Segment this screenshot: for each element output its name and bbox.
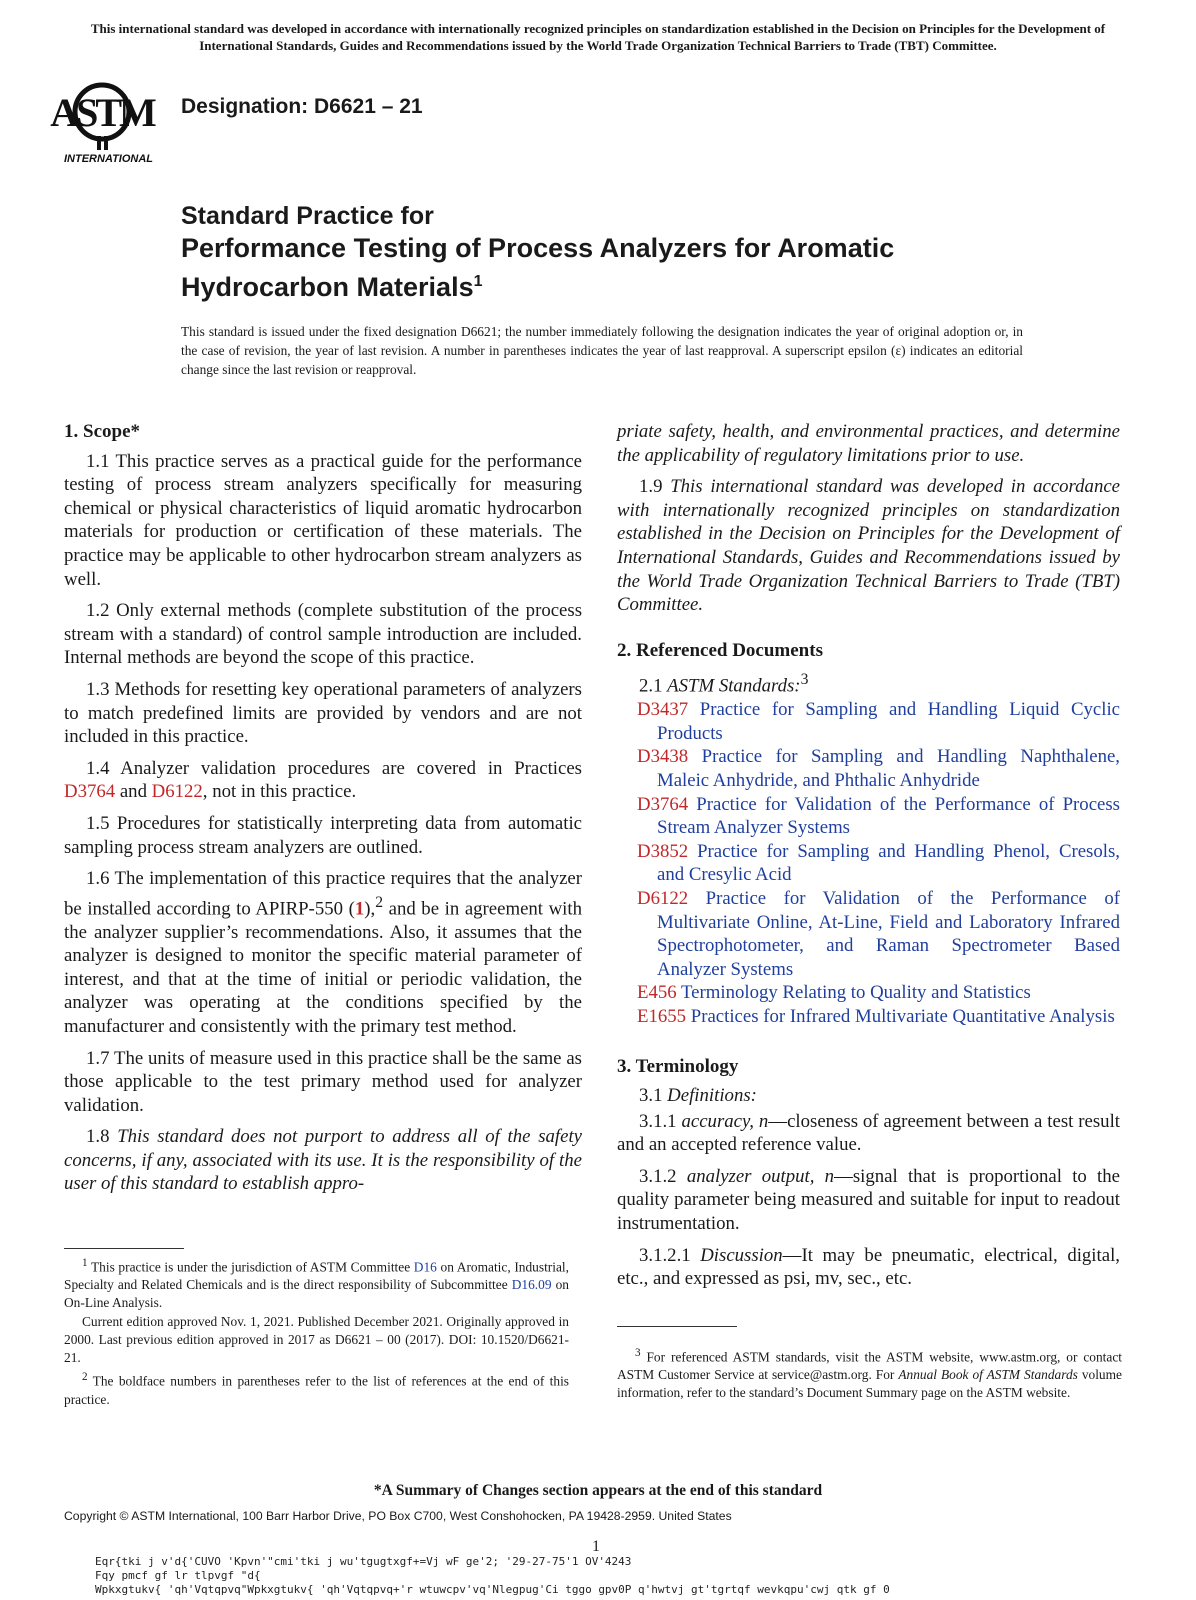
footnote-1	[64, 1254, 569, 1312]
reference-item[interactable]	[617, 840, 1120, 887]
link-d3764[interactable]: D3764	[64, 781, 116, 803]
title-line-1: Standard Practice for	[181, 202, 434, 230]
reference-item[interactable]	[617, 793, 1120, 840]
term-accuracy: accuracy, n	[681, 1110, 769, 1132]
footnote-1-edition: Current edition approved Nov. 1, 2021. Published December 2021. Originally approved in 2000. Last previous edition approved in 2017 as D6621 – 00 (2017). DOI: 10.1520/D6621-21.	[64, 1314, 569, 1366]
reference-title[interactable]: Practice for Sampling and Handling Liquid Cyclic Products	[657, 699, 1120, 744]
footnote-3-mark: 3	[635, 1347, 641, 1359]
footnote-mark-3: 3	[800, 671, 809, 689]
page-number: 1	[592, 1538, 600, 1555]
section-1-3: 1.3 Methods for resetting key operational parameters of analyzers to match predefined limits are provided by vendors and are not included in this practice.	[64, 678, 582, 748]
section-1-2: 1.2 Only external methods (complete substitution of the process stream with a standard) of control sample introduction are included. Internal methods are beyond the scope of this practice.	[64, 600, 582, 669]
footnote-1-text-c: on On-Line Analysis.	[64, 1277, 569, 1311]
section-3-1-1	[617, 1110, 1120, 1157]
section-1-6-paren: ),	[364, 897, 376, 919]
section-1-4	[64, 757, 582, 804]
reference-code[interactable]: D3764	[637, 793, 689, 815]
reference-item[interactable]	[617, 745, 1120, 792]
reference-code[interactable]: E1655	[637, 1005, 687, 1027]
terminology-heading: 3. Terminology	[617, 1055, 739, 1077]
title-line-2: Performance Testing of Process Analyzers for Aromatic	[181, 233, 895, 263]
logo-subtext: INTERNATIONAL	[64, 153, 154, 165]
right-column	[617, 420, 1120, 1299]
reference-code[interactable]: D3437	[637, 699, 689, 721]
section-1-6-text: 1.6 The implementation of this practice requires that the analyzer be installed according to APIRP-550 (	[64, 868, 582, 919]
section-3-1-text: Definitions:	[667, 1085, 757, 1107]
section-1-7: 1.7 The units of measure used in this practice shall be the same as those applicable to the test primary method used for analyzer validation.	[64, 1047, 582, 1116]
license-line-1: Eqr{tki j v'd{'CUVO 'Kpvn'"cmi'tki j wu'tgugtxgf+=Vj wF ge'2; '29-27-75'1 OV'4243	[95, 1555, 632, 1568]
definition-analyzer-output: —signal that is proportional to the quality parameter being measured and suitable for input to readout instrumentation.	[617, 1165, 1120, 1235]
footnote-1-mark: 1	[82, 1257, 88, 1269]
reference-item[interactable]	[617, 1005, 1120, 1029]
international-standard-notice: This international standard was developed in accordance with internationally recognized principles on standardization established in the Decision on Principles for the Development of International Standards, Guides and Recommendations issued by the World Trade Organization Technical Barriers to Trade (TBT) Committee.	[90, 21, 1106, 53]
reference-item[interactable]	[617, 698, 1120, 745]
footnote-3-italic: Annual Book of ASTM Standards	[898, 1367, 1078, 1383]
document-title	[181, 200, 1081, 304]
section-1-4-end: , not in this practice.	[202, 781, 357, 803]
reference-title[interactable]: Practice for Validation of the Performance of Multivariate Online, At-Line, Field and Laboratory Infrared Spectrophotometer, and Raman Spectrometer Based Analyzer Systems	[657, 887, 1120, 980]
section-3-1-2	[617, 1165, 1120, 1236]
term-discussion: Discussion	[700, 1244, 783, 1266]
scope-heading: 1. Scope*	[64, 421, 140, 442]
section-1-9-text: This international standard was developed in accordance with internationally recognized principles on standardization established in the Decision on Principles for the Development of International Standards, Guides and Recommendations issued by the World Trade Organization Technical Barriers to Trade (TBT) Committee.	[617, 476, 1121, 616]
section-2-1	[617, 668, 1120, 698]
reference-code[interactable]: D3852	[637, 840, 689, 862]
logo-text: ASTM	[50, 90, 154, 135]
footnote-1-text-b: on Aromatic, Industrial, Specialty and Related Chemicals and is the direct responsibility of Subcommittee	[64, 1259, 570, 1293]
footnote-3	[617, 1344, 1122, 1402]
section-3-1-number: 3.1	[639, 1085, 668, 1107]
section-1-8	[64, 1125, 582, 1196]
section-3-1-2-1-number: 3.1.2.1	[639, 1244, 701, 1266]
section-1-4-text: 1.4 Analyzer validation procedures are covered in Practices	[86, 757, 582, 779]
link-d16[interactable]: D16	[413, 1259, 437, 1275]
license-line-2: Fqy pmcf gf lr tlpvgf "d{	[95, 1569, 261, 1582]
reference-title[interactable]: Practices for Infrared Multivariate Quantitative Analysis	[690, 1005, 1115, 1027]
section-2-1-number: 2.1	[639, 675, 668, 697]
section-1-6-rest: and be in agreement with the analyzer supplier’s recommendations. Also, it assumes that the analyzer is designed to monitor the specific material parameter of interest, and that at the time of initial or periodic validation, the analyzer was operating at the conditions specified by the manufacturer and consistently with the primary test method.	[64, 897, 583, 1037]
reference-code[interactable]: E456	[637, 982, 677, 1004]
section-3-1-1-number: 3.1.1	[639, 1110, 682, 1132]
link-d6122[interactable]: D6122	[151, 781, 203, 803]
footnote-2	[64, 1368, 569, 1408]
issuance-statement: This standard is issued under the fixed designation D6621; the number immediately following the designation indicates the year of original adoption or, in the case of revision, the year of last revision. A number in parentheses indicates the year of last reapproval. A superscript epsilon (ε) indicates an editorial change since the last revision or reapproval.	[181, 324, 1023, 377]
discussion-text: —It may be pneumatic, electrical, digital, etc., and expressed as psi, mv, sec., etc.	[617, 1244, 1120, 1290]
section-1-8-text: This standard does not purport to address all of the safety concerns, if any, associated with its use. It is the responsibility of the user of this standard to establish appro-	[64, 1126, 583, 1195]
footnote-3-text-b: volume information, refer to the standard’s Document Summary page on the ASTM website.	[617, 1367, 1122, 1401]
reference-title[interactable]: Practice for Sampling and Handling Phenol, Cresols, and Cresylic Acid	[657, 840, 1120, 886]
footnote-mark-2: 2	[375, 893, 384, 911]
reference-code[interactable]: D6122	[637, 887, 689, 909]
reference-title[interactable]: Practice for Sampling and Handling Naphthalene, Maleic Anhydride, and Phthalic Anhydride	[657, 746, 1120, 791]
license-line-3: Wpkxgtukv{ 'qh'Vqtqpvq"Wpkxgtukv{ 'qh'Vqtqpvq+'r wtuwcpv'vq'Nlegpug'Ci tggo gpv0P q'hwtvj gt'tgrtqf wevkqpu'cwj qtk gf 0	[95, 1583, 890, 1596]
copyright-line: Copyright © ASTM International, 100 Barr Harbor Drive, PO Box C700, West Conshohocken, PA 19428-2959. United States	[64, 1509, 732, 1523]
left-footnotes	[64, 1254, 569, 1410]
left-footnote-rule	[64, 1248, 184, 1249]
referenced-documents-heading: 2. Referenced Documents	[617, 639, 823, 661]
reference-code[interactable]: D3438	[637, 746, 689, 768]
section-1-4-and: and	[115, 781, 152, 803]
section-1-8-continued: priate safety, health, and environmental practices, and determine the applicability of regulatory limitations prior to use.	[617, 421, 1120, 466]
left-column	[64, 420, 582, 1204]
reference-title[interactable]: Terminology Relating to Quality and Statistics	[681, 982, 1031, 1004]
title-footnote-mark: 1	[473, 273, 483, 290]
astm-logo	[50, 70, 170, 166]
section-1-9	[617, 475, 1120, 617]
footnote-1-text: This practice is under the jurisdiction of ASTM Committee	[90, 1259, 414, 1275]
reference-item[interactable]	[617, 887, 1120, 981]
section-3-1-2-number: 3.1.2	[639, 1165, 687, 1187]
license-watermark-text	[95, 1555, 890, 1597]
link-d16-09[interactable]: D16.09	[511, 1277, 552, 1293]
right-footnote-rule	[617, 1326, 737, 1327]
title-line-3-text: Hydrocarbon Materials	[181, 272, 474, 302]
section-1-5: 1.5 Procedures for statistically interpreting data from automatic sampling process stream analyzers are outlined.	[64, 812, 582, 858]
section-1-8-number: 1.8	[86, 1126, 118, 1148]
section-2-1-text: ASTM Standards:	[667, 675, 801, 697]
definition-accuracy: —closeness of agreement between a test result and an accepted reference value.	[617, 1110, 1121, 1156]
section-1-1: 1.1 This practice serves as a practical guide for the performance testing of process stream analyzers specifically for measuring chemical or physical characteristics of liquid aromatic hydrocarbon materials for production or certification of these materials. The practice may be applicable to other hydrocarbon stream analyzers as well.	[64, 450, 582, 590]
reference-title[interactable]: Practice for Validation of the Performance of Process Stream Analyzer Systems	[657, 793, 1120, 839]
section-3-1-2-1	[617, 1244, 1120, 1291]
reference-item[interactable]	[617, 981, 1120, 1005]
section-1-6	[64, 867, 582, 1038]
footnote-2-text: The boldface numbers in parentheses refer to the list of references at the end of this practice.	[64, 1373, 569, 1407]
reference-link-1[interactable]: 1	[354, 897, 365, 919]
section-3-1	[617, 1084, 1120, 1108]
designation: Designation: D6621 – 21	[181, 95, 423, 118]
term-analyzer-output: analyzer output, n	[686, 1165, 835, 1187]
right-footnotes	[617, 1344, 1122, 1403]
footnote-2-mark: 2	[82, 1371, 88, 1384]
summary-of-changes-note: *A Summary of Changes section appears at the end of this standard	[373, 1482, 823, 1499]
footnote-3-text: For referenced ASTM standards, visit the ASTM website, www.astm.org, or contact ASTM Customer Service at service@astm.org. For	[617, 1349, 1122, 1383]
section-1-9-number: 1.9	[639, 476, 671, 498]
title-line-3	[181, 265, 1081, 304]
